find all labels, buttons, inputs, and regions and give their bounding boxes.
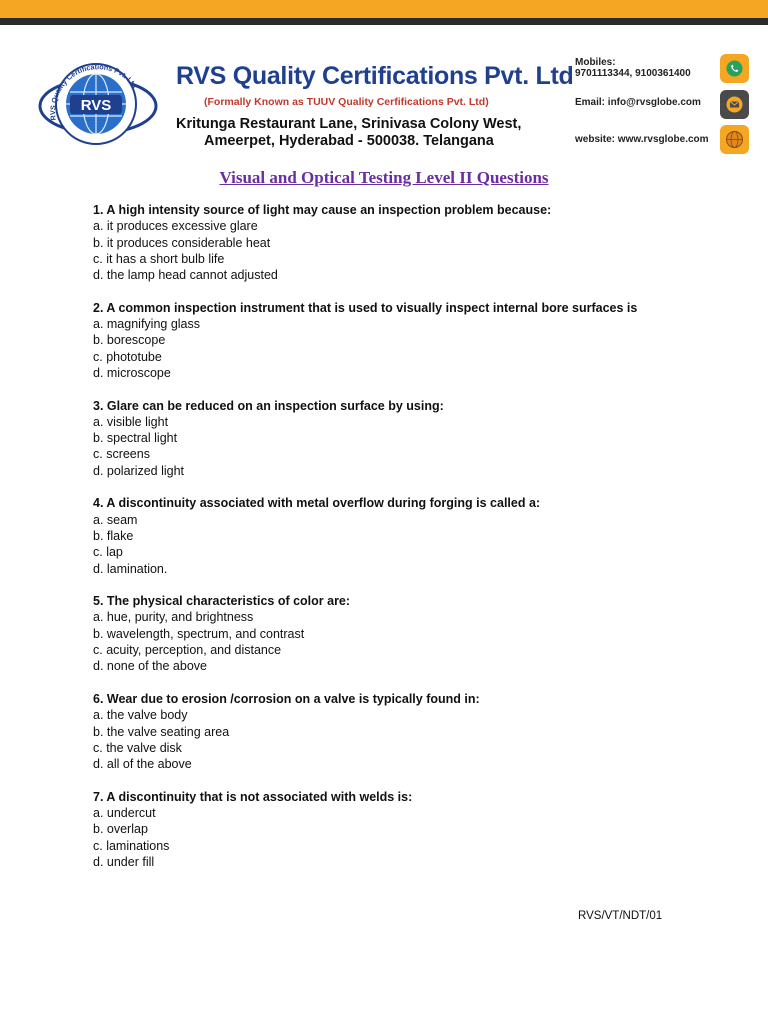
answer-option: c. it has a short bulb life xyxy=(93,251,225,266)
former-name: (Formally Known as TUUV Quality Cerfifications Pvt. Ltd) xyxy=(204,96,489,108)
answer-option: d. lamination. xyxy=(93,561,168,576)
email-icon xyxy=(720,90,749,119)
question-list xyxy=(93,202,733,886)
answer-option: a. the valve body xyxy=(93,708,188,723)
answer-option: b. it produces considerable heat xyxy=(93,235,271,250)
question-text: 2. A common inspection instrument that is used to visually inspect internal bore surfaces is xyxy=(93,300,638,315)
answer-option: d. the lamp head cannot adjusted xyxy=(93,268,278,283)
answer-option: d. all of the above xyxy=(93,757,192,772)
question-item xyxy=(93,398,733,479)
whatsapp-icon xyxy=(720,54,749,83)
answer-option: a. visible light xyxy=(93,414,169,429)
answer-option: d. polarized light xyxy=(93,463,185,478)
answer-option: a. magnifying glass xyxy=(93,317,201,332)
answer-option: c. acuity, perception, and distance xyxy=(93,643,282,658)
company-logo xyxy=(36,60,160,152)
document-title: Visual and Optical Testing Level II Questions xyxy=(219,168,549,187)
address-line-1: Kritunga Restaurant Lane, Srinivasa Colony West, xyxy=(176,116,522,132)
mobiles-numbers: 9701113344, 9100361400 xyxy=(575,68,691,79)
mobiles-label: Mobiles: xyxy=(575,57,616,68)
logo-center-text: RVS xyxy=(80,97,112,114)
globe-icon xyxy=(720,125,749,154)
answer-option: b. wavelength, spectrum, and contrast xyxy=(93,626,305,641)
company-name: RVS Quality Certifications Pvt. Ltd xyxy=(176,62,574,90)
question-text: 6. Wear due to erosion /corrosion on a valve is typically found in: xyxy=(93,691,480,706)
answer-option: a. undercut xyxy=(93,805,156,820)
answer-option: b. the valve seating area xyxy=(93,724,230,739)
question-text: 5. The physical characteristics of color are: xyxy=(93,594,351,609)
question-item xyxy=(93,202,733,283)
answer-option: c. screens xyxy=(93,447,150,462)
answer-option: b. overlap xyxy=(93,822,148,837)
question-item xyxy=(93,691,733,772)
answer-option: a. hue, purity, and brightness xyxy=(93,610,254,625)
question-item xyxy=(93,789,733,870)
address-line-2: Ameerpet, Hyderabad - 500038. Telangana xyxy=(204,133,494,149)
answer-option: c. laminations xyxy=(93,838,170,853)
top-accent-bar xyxy=(0,0,768,18)
answer-option: c. the valve disk xyxy=(93,740,182,755)
answer-option: b. spectral light xyxy=(93,431,178,446)
document-code: RVS/VT/NDT/01 xyxy=(578,910,663,922)
website-text[interactable]: website: www.rvsglobe.com xyxy=(575,134,709,145)
question-text: 4. A discontinuity associated with metal overflow during forging is called a: xyxy=(93,496,541,511)
question-text: 7. A discontinuity that is not associated with welds is: xyxy=(93,789,413,804)
question-item xyxy=(93,300,733,381)
question-text: 1. A high intensity source of light may cause an inspection problem because: xyxy=(93,203,552,217)
answer-option: d. microscope xyxy=(93,365,171,380)
question-item xyxy=(93,593,733,674)
answer-option: c. lap xyxy=(93,545,123,560)
email-text[interactable]: Email: info@rvsglobe.com xyxy=(575,97,701,108)
answer-option: c. phototube xyxy=(93,349,162,364)
answer-option: a. it produces excessive glare xyxy=(93,219,258,234)
answer-option: b. flake xyxy=(93,528,134,543)
top-dark-rule xyxy=(0,18,768,25)
question-text: 3. Glare can be reduced on an inspection surface by using: xyxy=(93,398,444,413)
answer-option: b. borescope xyxy=(93,333,166,348)
answer-option: d. none of the above xyxy=(93,659,207,674)
answer-option: d. under fill xyxy=(93,854,155,869)
logo-ring-text: RVS Quality Certifications Pvt. Ltd xyxy=(48,62,140,121)
answer-option: a. seam xyxy=(93,512,138,527)
question-item xyxy=(93,495,733,576)
